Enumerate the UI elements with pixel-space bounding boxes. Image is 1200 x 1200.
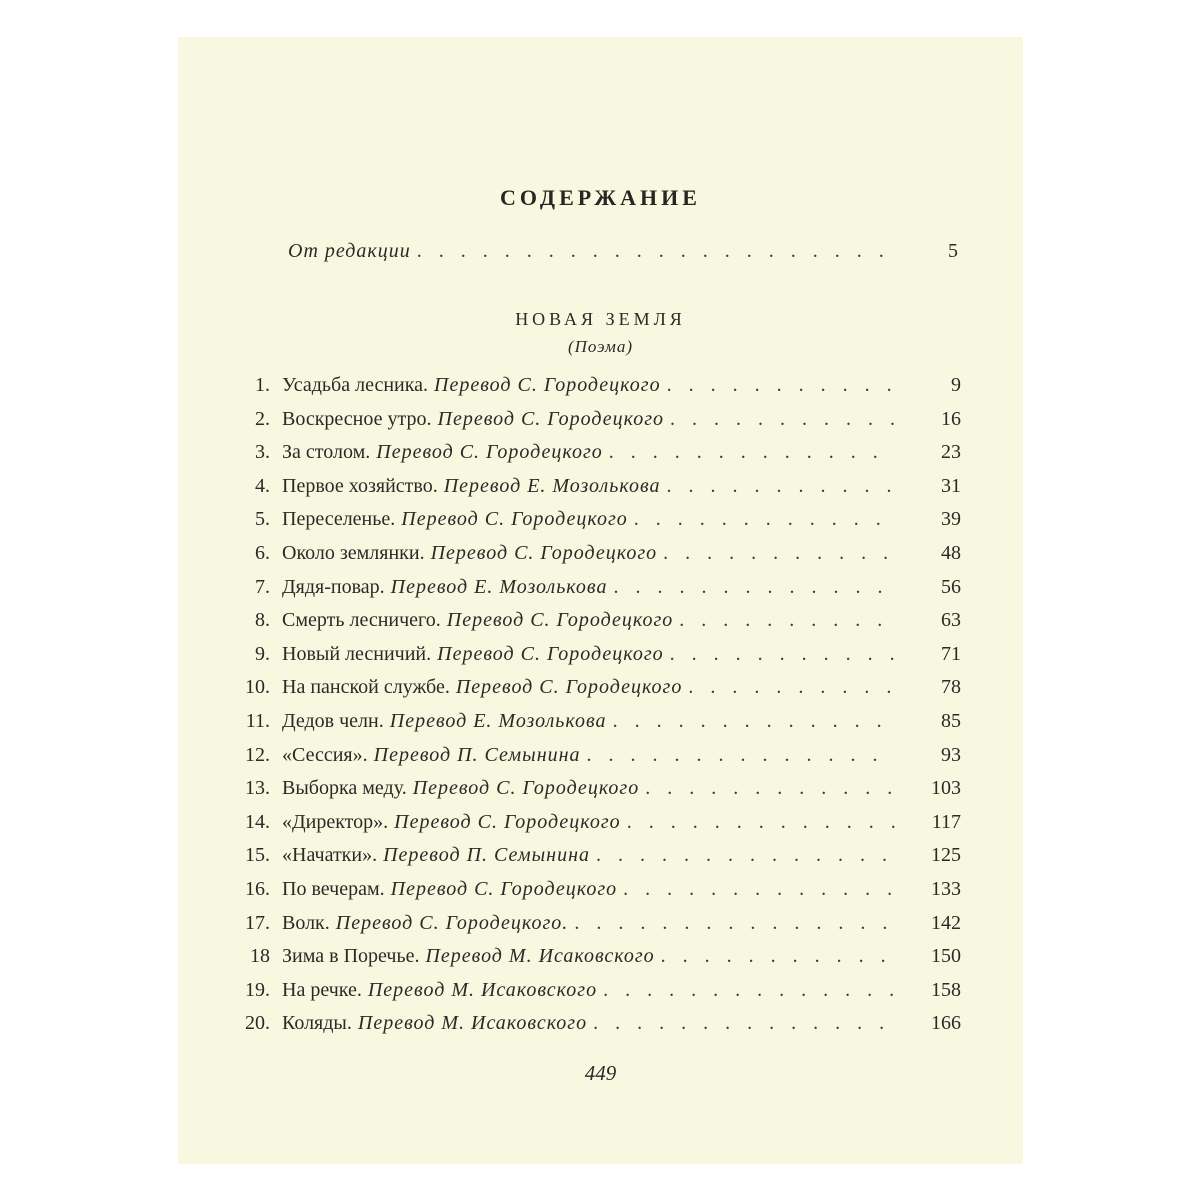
entry-number: 6.	[255, 542, 270, 564]
entry-translator: Перевод С. Городецкого	[401, 508, 628, 531]
toc-entry	[223, 878, 961, 908]
dot-leader	[688, 676, 895, 699]
entry-translator: Перевод С. Городецкого	[376, 441, 603, 464]
toc-entry	[223, 1012, 961, 1042]
toc-entry	[223, 844, 961, 874]
toc-entry	[223, 609, 961, 639]
entry-number: 3.	[255, 441, 270, 464]
entry-page: 78	[941, 676, 961, 699]
entry-title: Около землянки.	[282, 542, 425, 564]
entry-translator: Перевод С. Городецкого	[446, 609, 674, 632]
toc-entry	[223, 676, 961, 706]
dot-leader	[667, 374, 895, 397]
entry-page: 63	[941, 609, 961, 632]
entry-translator: Перевод С. Городецкого	[437, 642, 664, 665]
entry-number: 13.	[245, 777, 270, 800]
entry-title: Новый лесничий.	[282, 642, 432, 665]
entry-title: По вечерам.	[282, 878, 385, 900]
entry-title: Переселенье.	[282, 508, 396, 531]
toc-entry	[223, 777, 961, 807]
entry-translator: Перевод Е. Мозолькова	[390, 575, 608, 598]
toc-entry	[223, 811, 961, 841]
entry-number: 9.	[255, 642, 270, 665]
entry-title: На панской службе.	[282, 676, 450, 699]
dot-leader	[603, 979, 895, 1002]
toc-entry	[223, 912, 961, 942]
dot-leader	[623, 878, 895, 901]
entry-number: 1.	[255, 374, 270, 396]
entry-page: 16	[941, 407, 961, 430]
dot-leader	[661, 945, 895, 968]
entry-number: 16.	[245, 878, 270, 900]
entry-translator: Перевод М. Исаковского	[367, 978, 598, 1001]
entry-number: 8.	[255, 609, 270, 632]
entry-page: 31	[941, 474, 961, 497]
entry-title: Дедов челн.	[282, 710, 384, 732]
toc-entry	[223, 408, 961, 438]
entry-number: 14.	[245, 810, 270, 833]
dot-leader	[609, 441, 895, 464]
entry-title: «Директор».	[282, 810, 389, 833]
toc-entry	[223, 576, 961, 606]
dot-leader	[645, 777, 895, 800]
entry-title: Коляды.	[282, 1012, 352, 1035]
book-page	[178, 37, 1023, 1164]
entry-translator: Перевод Е. Мозолькова	[443, 474, 661, 497]
entry-translator: Перевод С. Городецкого	[390, 878, 618, 900]
toc-entry	[223, 945, 961, 975]
entry-number: 20.	[245, 1012, 270, 1035]
entry-page: 158	[931, 978, 961, 1001]
entry-translator: Перевод С. Городецкого	[437, 407, 665, 430]
dot-leader	[667, 475, 895, 498]
dot-leader	[663, 542, 895, 565]
toc-entry	[223, 710, 961, 740]
entry-page: 150	[931, 945, 961, 968]
entry-title: На речке.	[282, 978, 362, 1001]
toc-entry	[223, 744, 961, 774]
entry-title: За столом.	[282, 441, 371, 464]
entry-translator: Перевод М. Исаковского	[425, 945, 655, 968]
page-number: 449	[584, 1061, 617, 1085]
entry-page: 71	[941, 642, 961, 665]
entry-title: «Начатки».	[282, 844, 378, 867]
entry-page: 166	[931, 1012, 961, 1035]
preface-entry	[288, 240, 958, 270]
entry-title: Первое хозяйство.	[282, 474, 438, 497]
entry-translator: Перевод С. Городецкого	[434, 374, 661, 396]
entry-page: 39	[941, 508, 961, 531]
entry-page: 93	[941, 743, 961, 766]
toc-entry	[223, 374, 961, 404]
entry-translator: Перевод С. Городецкого	[455, 676, 683, 699]
toc-entry	[223, 643, 961, 673]
entry-title: Дядя-повар.	[282, 575, 385, 598]
entry-translator: Перевод С. Городецкого	[412, 777, 640, 800]
dot-leader	[634, 508, 895, 531]
entry-page: 48	[941, 542, 961, 564]
entry-translator: Перевод П. Семынина	[383, 844, 591, 867]
entry-number: 11.	[245, 710, 270, 732]
dot-leader	[417, 240, 892, 263]
entry-translator: Перевод С. Городецкого	[394, 810, 621, 833]
dot-leader	[574, 912, 895, 935]
entry-page: 133	[931, 878, 961, 900]
entry-title: Смерть лесничего.	[282, 609, 441, 632]
dot-leader	[670, 408, 895, 431]
dot-leader	[627, 811, 895, 834]
contents-heading: СОДЕРЖАНИЕ	[500, 185, 701, 210]
section-subtitle: (Поэма)	[567, 337, 634, 356]
entry-number: 10.	[245, 676, 270, 699]
entry-translator: Перевод Е. Мозолькова	[389, 710, 607, 732]
entry-title: Выборка меду.	[282, 777, 407, 800]
dot-leader	[613, 710, 895, 733]
entry-title: Волк.	[282, 911, 330, 934]
entry-number: 15.	[245, 844, 270, 867]
toc-entry	[223, 979, 961, 1009]
entry-number: 4.	[255, 474, 270, 497]
entry-translator: Перевод С. Городецкого.	[335, 911, 569, 934]
dot-leader	[613, 576, 895, 599]
dot-leader	[596, 844, 895, 867]
entry-page: 56	[941, 575, 961, 598]
entry-page: 117	[931, 810, 961, 833]
entry-number: 5.	[255, 508, 270, 531]
toc-entry	[223, 475, 961, 505]
entry-page: 85	[941, 710, 961, 732]
entry-number: 12.	[245, 743, 270, 766]
section-title: НОВАЯ ЗЕМЛЯ	[515, 309, 686, 329]
entry-page: 103	[931, 777, 961, 800]
preface-page: 5	[948, 240, 958, 262]
entry-translator: Перевод С. Городецкого	[430, 542, 658, 564]
entry-number: 2.	[255, 407, 270, 430]
entry-title: Зима в Поречье.	[282, 945, 420, 968]
entry-number: 7.	[255, 575, 270, 598]
dot-leader	[679, 609, 895, 632]
entry-translator: Перевод М. Исаковского	[357, 1012, 588, 1035]
toc-entry	[223, 508, 961, 538]
entry-number: 17.	[245, 911, 270, 934]
entry-number: 18	[250, 945, 270, 968]
preface-title: От редакции	[288, 240, 411, 262]
entry-title: Воскресное утро.	[282, 407, 432, 430]
entry-page: 142	[931, 911, 961, 934]
entry-title: «Сессия».	[282, 743, 368, 766]
entry-page: 23	[941, 441, 961, 464]
toc-entry	[223, 542, 961, 572]
entry-page: 9	[951, 374, 961, 396]
toc-entry	[223, 441, 961, 471]
entry-title: Усадьба лесника.	[282, 374, 429, 396]
entry-translator: Перевод П. Семынина	[373, 743, 581, 766]
dot-leader	[593, 1012, 895, 1035]
entry-number: 19.	[245, 978, 270, 1001]
entry-page: 125	[931, 844, 961, 867]
dot-leader	[587, 744, 895, 767]
dot-leader	[670, 643, 895, 666]
